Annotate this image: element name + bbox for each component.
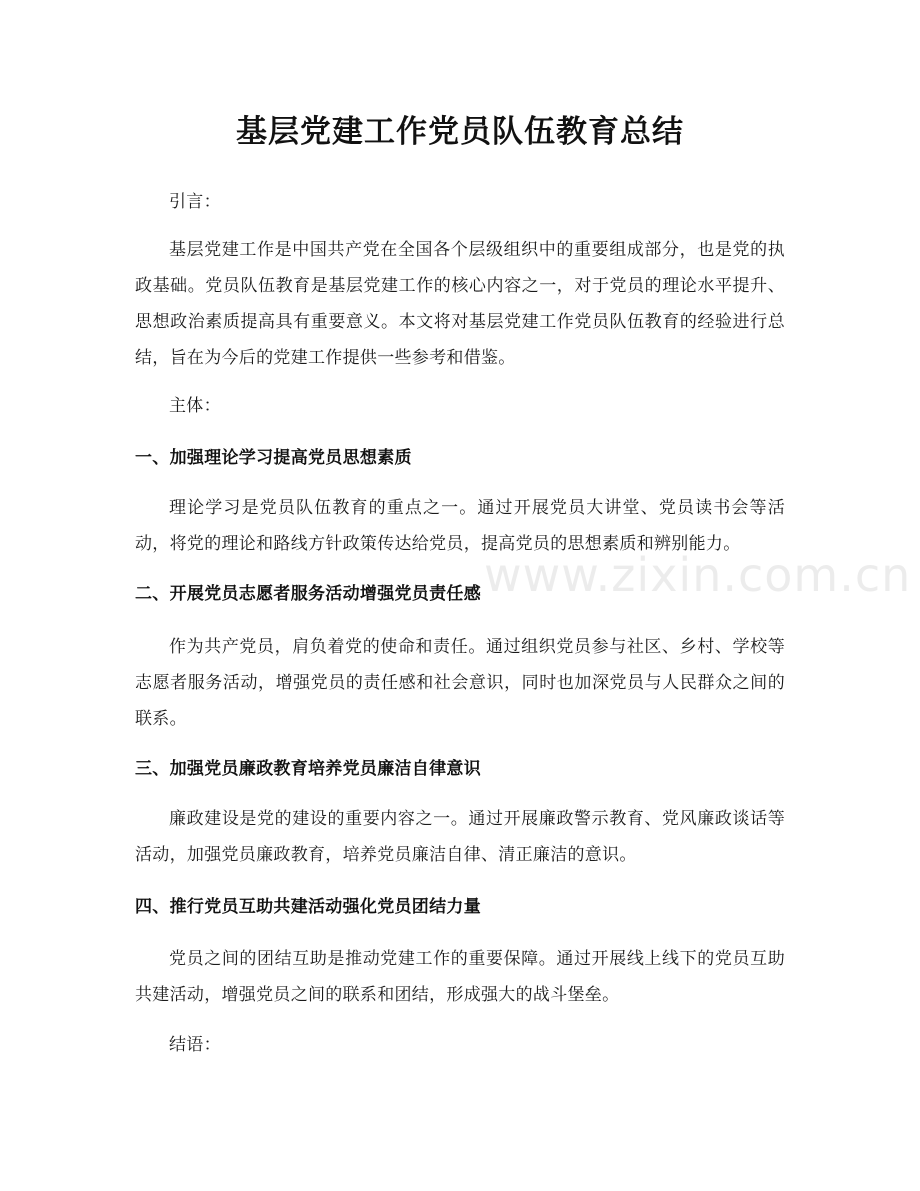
section-heading-3: 三、加强党员廉政教育培养党员廉洁自律意识 [135, 759, 481, 779]
section-paragraph-3: 廉政建设是党的建设的重要内容之一。通过开展廉政警示教育、党风廉政谈话等活动，加强党员廉政教育，培养党员廉洁自律、清正廉洁的意识。 [135, 809, 785, 865]
section-heading-1: 一、加强理论学习提高党员思想素质 [135, 448, 412, 468]
conclusion-label: 结语： [169, 1035, 221, 1055]
watermark: www.zixin.com.cn [484, 548, 912, 602]
section-paragraph-1: 理论学习是党员队伍教育的重点之一。通过开展党员大讲堂、党员读书会等活动，将党的理论和路线方针政策传达给党员，提高党员的思想素质和辨别能力。 [135, 498, 785, 554]
document-title: 基层党建工作党员队伍教育总结 [236, 114, 684, 150]
intro-label: 引言： [169, 192, 221, 212]
body-label: 主体： [169, 396, 221, 416]
section-heading-4: 四、推行党员互助共建活动强化党员团结力量 [135, 897, 481, 917]
section-paragraph-2: 作为共产党员，肩负着党的使命和责任。通过组织党员参与社区、乡村、学校等志愿者服务活动，增强党员的责任感和社会意识，同时也加深党员与人民群众之间的联系。 [135, 637, 785, 729]
intro-paragraph: 基层党建工作是中国共产党在全国各个层级组织中的重要组成部分，也是党的执政基础。党员队伍教育是基层党建工作的核心内容之一，对于党员的理论水平提升、思想政治素质提高具有重要意义。本文将对基层党建工作党员队伍教育的经验进行总结，旨在为今后的党建工作提供一些参考和借鉴。 [135, 240, 785, 368]
section-heading-2: 二、开展党员志愿者服务活动增强党员责任感 [135, 584, 481, 604]
section-paragraph-4: 党员之间的团结互助是推动党建工作的重要保障。通过开展线上线下的党员互助共建活动，增强党员之间的联系和团结，形成强大的战斗堡垒。 [135, 949, 785, 1005]
